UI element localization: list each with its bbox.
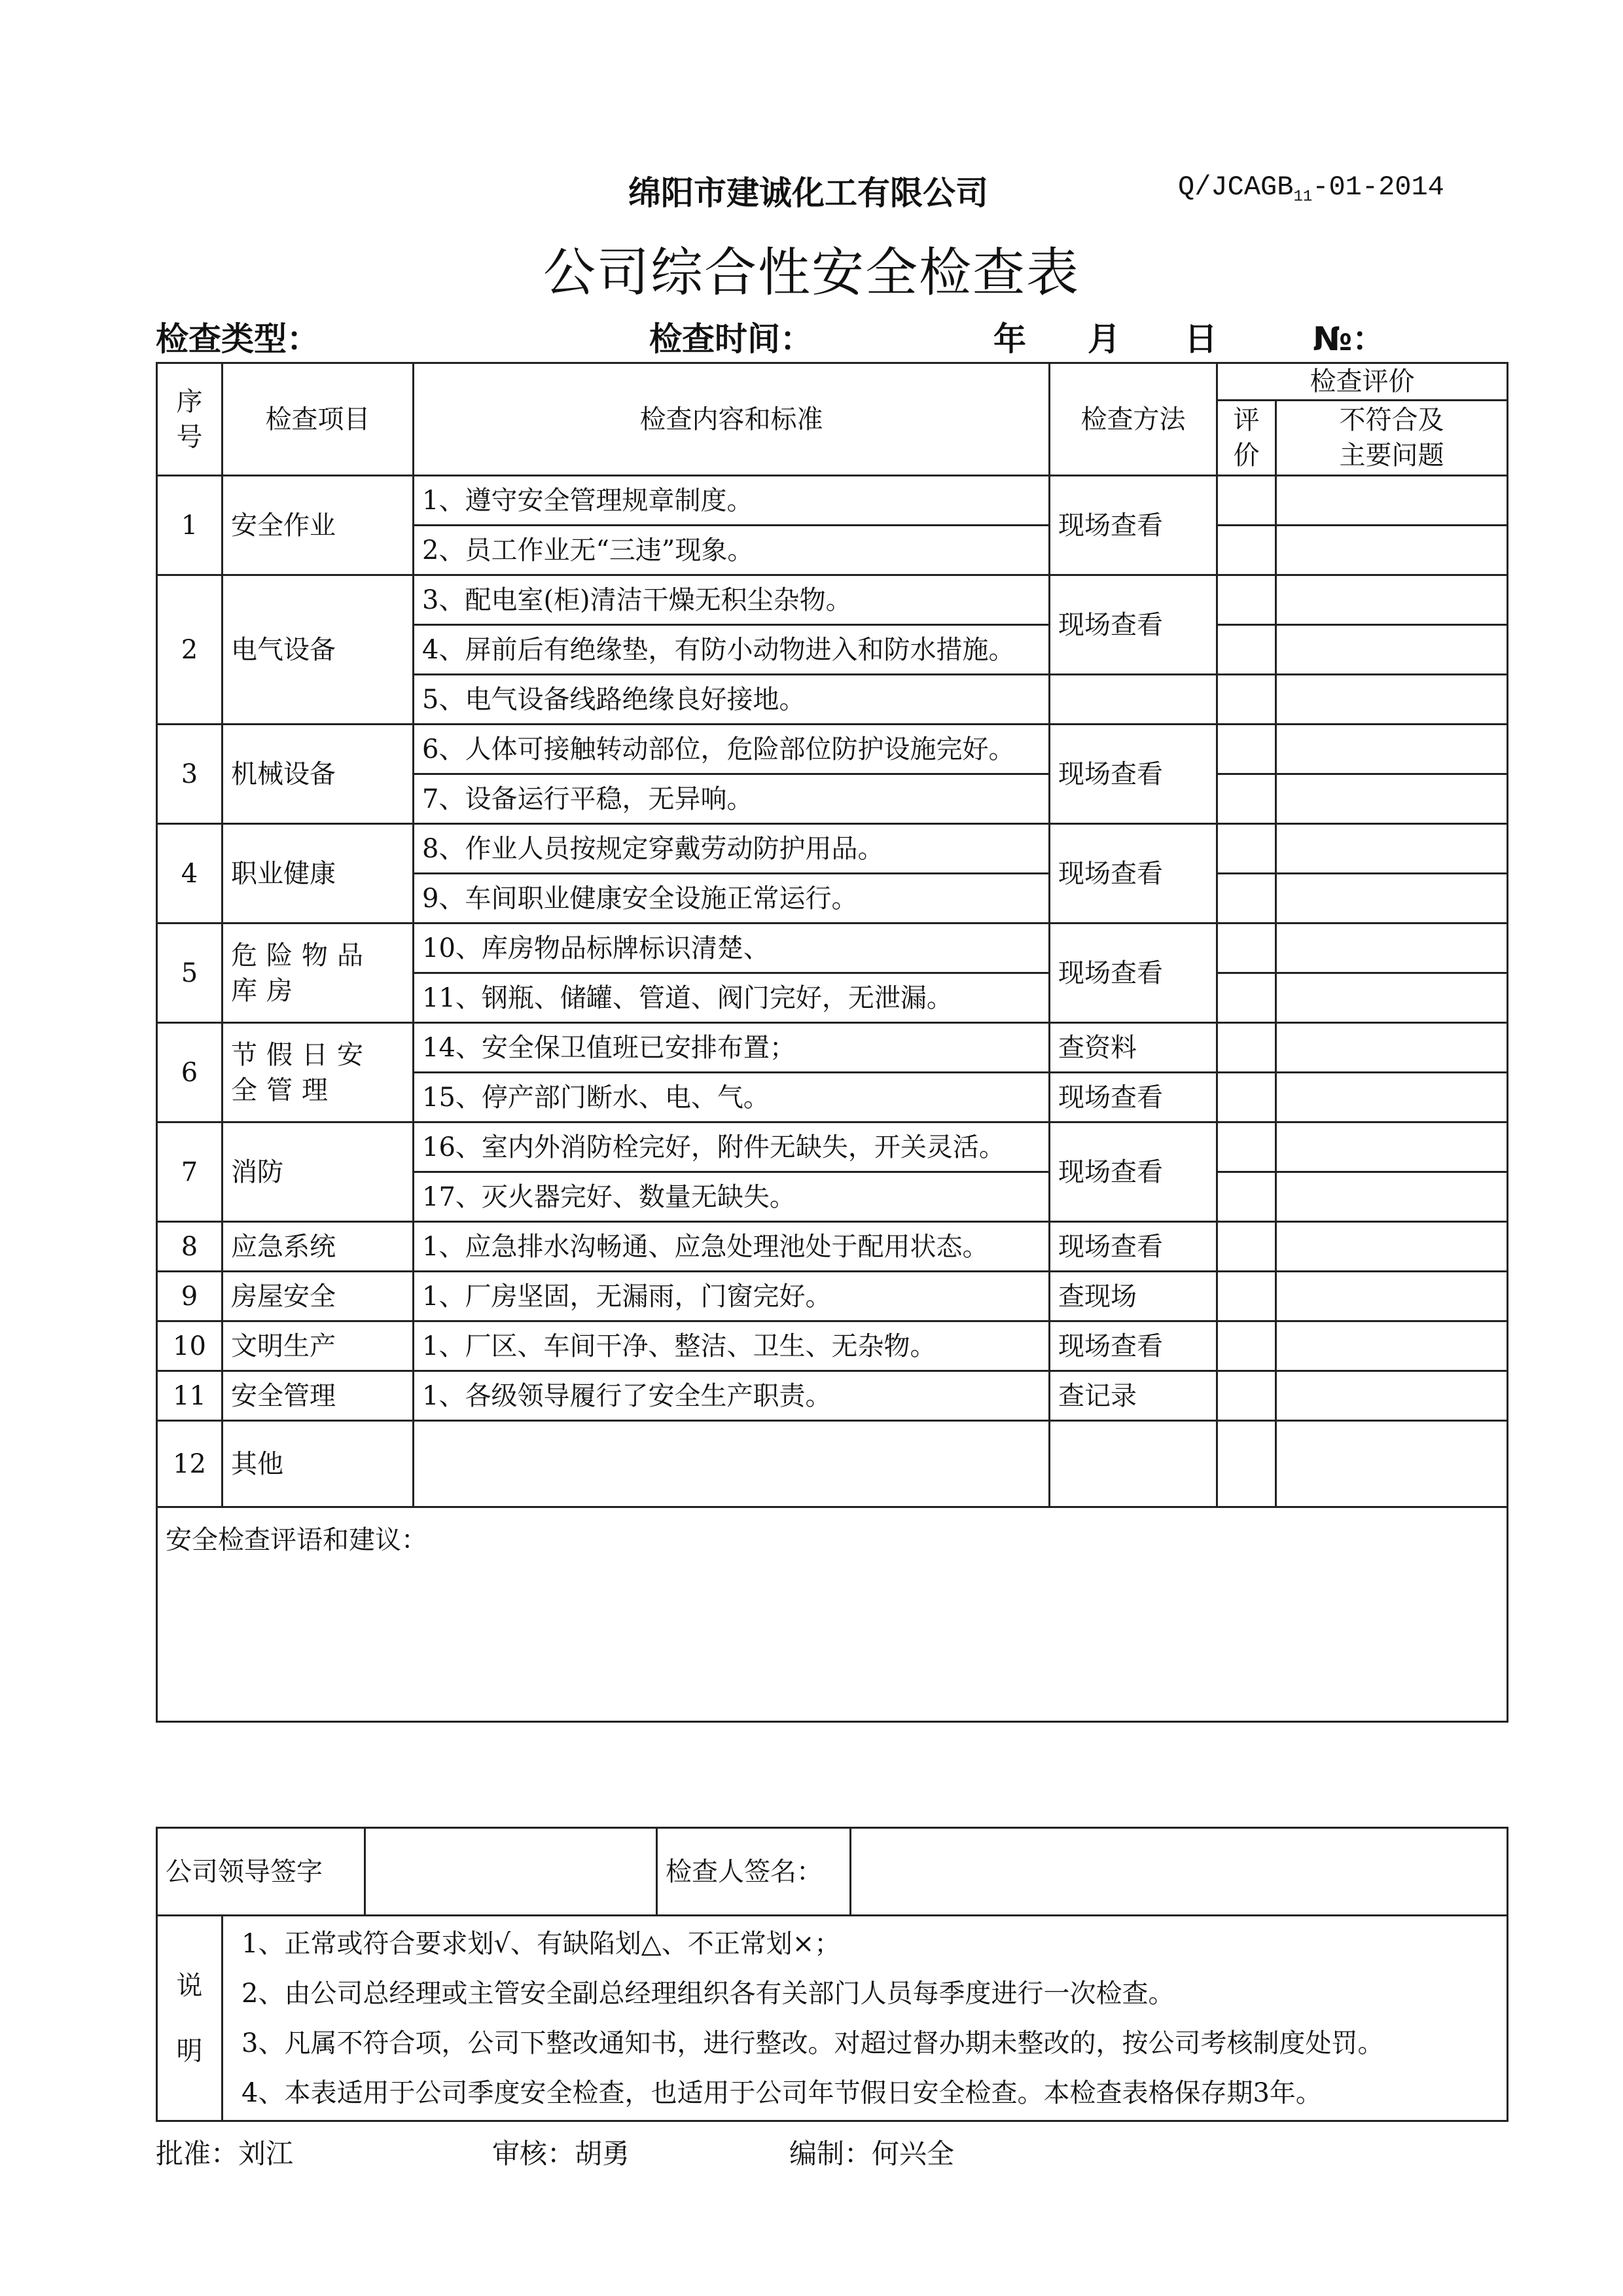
content-cell: 1、应急排水沟畅通、应急处理池处于配用状态。 <box>414 1222 1050 1272</box>
leader-sign-label: 公司领导签字 <box>157 1828 365 1916</box>
item-cell: 消防 <box>223 1122 414 1222</box>
item-cell: 安全作业 <box>223 476 414 575</box>
eval-score-cell[interactable] <box>1217 476 1276 526</box>
item-cell: 其他 <box>223 1421 414 1507</box>
year-label: 年 <box>993 320 1026 358</box>
eval-score-cell[interactable] <box>1217 1222 1276 1272</box>
table-row <box>157 824 1508 874</box>
item-cell: 应急系统 <box>223 1222 414 1272</box>
eval-score-cell[interactable] <box>1217 526 1276 575</box>
seq-cell: 1 <box>157 476 223 575</box>
method-cell[interactable] <box>1050 1421 1217 1507</box>
inspector-sign-label: 检查人签名： <box>657 1828 851 1916</box>
seq-cell: 5 <box>157 924 223 1023</box>
eval-issue-cell[interactable] <box>1276 774 1508 824</box>
method-cell: 现场查看 <box>1050 575 1217 675</box>
eval-issue-cell[interactable] <box>1276 1371 1508 1421</box>
sign-notes-table <box>156 1827 1508 2122</box>
eval-score-cell[interactable] <box>1217 725 1276 774</box>
content-cell: 16、室内外消防栓完好，附件无缺失，开关灵活。 <box>414 1122 1050 1172</box>
eval-score-cell[interactable] <box>1217 575 1276 625</box>
comments-field[interactable] <box>157 1507 1508 1722</box>
compiler: 编制：何兴全 <box>789 2138 955 2170</box>
notes-label: 说 明 <box>157 1916 223 2121</box>
page-title: 公司综合性安全检查表 <box>543 242 1080 303</box>
seq-cell: 8 <box>157 1222 223 1272</box>
method-cell: 查记录 <box>1050 1371 1217 1421</box>
eval-issue-cell[interactable] <box>1276 1172 1508 1222</box>
eval-issue-cell[interactable] <box>1276 675 1508 725</box>
eval-score-cell[interactable] <box>1217 1073 1276 1122</box>
number-label: №： <box>1313 320 1385 358</box>
eval-issue-cell[interactable] <box>1276 973 1508 1023</box>
table-row <box>157 1421 1508 1507</box>
seq-cell: 3 <box>157 725 223 824</box>
seq-cell: 12 <box>157 1421 223 1507</box>
note-item: 4、本表适用于公司季度安全检查，也适用于公司年节假日安全检查。本检查表格保存期3年。 <box>241 2077 1322 2108</box>
content-cell: 10、库房物品标牌标识清楚、 <box>414 924 1050 973</box>
content-cell: 1、遵守安全管理规章制度。 <box>414 476 1050 526</box>
inspection-table <box>156 362 1508 1723</box>
table-row <box>157 1272 1508 1321</box>
note-item: 3、凡属不符合项，公司下整改通知书，进行整改。对超过督办期未整改的，按公司考核制度处罚。 <box>241 2028 1384 2058</box>
method-cell: 现场查看 <box>1050 824 1217 924</box>
content-cell: 6、人体可接触转动部位，危险部位防护设施完好。 <box>414 725 1050 774</box>
content-cell: 5、电气设备线路绝缘良好接地。 <box>414 675 1050 725</box>
item-cell: 机械设备 <box>223 725 414 824</box>
content-cell: 1、厂区、车间干净、整洁、卫生、无杂物。 <box>414 1321 1050 1371</box>
note-item: 2、由公司总经理或主管安全副总经理组织各有关部门人员每季度进行一次检查。 <box>241 1978 1175 2009</box>
content-cell: 14、安全保卫值班已安排布置； <box>414 1023 1050 1073</box>
method-cell: 现场查看 <box>1050 476 1217 575</box>
method-cell: 现场查看 <box>1050 924 1217 1023</box>
eval-issue-cell[interactable] <box>1276 725 1508 774</box>
notes-row <box>157 1916 1508 2121</box>
method-cell: 现场查看 <box>1050 1222 1217 1272</box>
table-row <box>157 575 1508 625</box>
table-row <box>157 1023 1508 1073</box>
eval-issue-cell[interactable] <box>1276 1122 1508 1172</box>
content-cell: 9、车间职业健康安全设施正常运行。 <box>414 874 1050 924</box>
table-row <box>157 476 1508 526</box>
eval-score-cell[interactable] <box>1217 1023 1276 1073</box>
method-cell: 现场查看 <box>1050 725 1217 824</box>
eval-score-cell[interactable] <box>1217 1172 1276 1222</box>
item-cell: 安全管理 <box>223 1371 414 1421</box>
eval-score-cell[interactable] <box>1217 924 1276 973</box>
code-prefix: Q/JCAGB <box>1178 171 1294 203</box>
header-item: 检查项目 <box>223 363 414 476</box>
note-item: 1、正常或符合要求划√、有缺陷划△、不正常划×； <box>241 1928 841 1959</box>
header-eval-issue: 不符合及 主要问题 <box>1276 401 1508 476</box>
code-sub: 11 <box>1293 188 1313 206</box>
eval-issue-cell[interactable] <box>1276 1073 1508 1122</box>
content-cell: 7、设备运行平稳，无异响。 <box>414 774 1050 824</box>
check-type-label: 检查类型： <box>156 320 319 358</box>
content-cell: 1、各级领导履行了安全生产职责。 <box>414 1371 1050 1421</box>
seq-cell: 2 <box>157 575 223 725</box>
eval-issue-cell[interactable] <box>1276 526 1508 575</box>
eval-score-cell[interactable] <box>1217 973 1276 1023</box>
method-cell: 查现场 <box>1050 1272 1217 1321</box>
eval-score-cell[interactable] <box>1217 1122 1276 1172</box>
seq-cell: 9 <box>157 1272 223 1321</box>
table-row <box>157 1371 1508 1421</box>
code-suffix: -01-2014 <box>1312 171 1444 203</box>
eval-issue-cell[interactable] <box>1276 1321 1508 1371</box>
eval-score-cell[interactable] <box>1217 1371 1276 1421</box>
approver: 批准：刘江 <box>156 2138 294 2170</box>
eval-score-cell[interactable] <box>1217 874 1276 924</box>
eval-issue-cell[interactable] <box>1276 625 1508 675</box>
month-label: 月 <box>1088 320 1120 358</box>
header-seq: 序号 <box>157 363 223 476</box>
content-cell: 1、厂房坚固，无漏雨，门窗完好。 <box>414 1272 1050 1321</box>
eval-score-cell[interactable] <box>1217 1421 1276 1507</box>
table-row <box>157 1222 1508 1272</box>
table-row <box>157 924 1508 973</box>
eval-score-cell[interactable] <box>1217 824 1276 874</box>
item-cell: 职业健康 <box>223 824 414 924</box>
item-cell: 文明生产 <box>223 1321 414 1371</box>
eval-issue-cell[interactable] <box>1276 476 1508 526</box>
method-cell: 查资料 <box>1050 1023 1217 1073</box>
eval-score-cell[interactable] <box>1217 1272 1276 1321</box>
eval-issue-cell[interactable] <box>1276 1222 1508 1272</box>
eval-issue-cell[interactable] <box>1276 1272 1508 1321</box>
table-row <box>157 725 1508 774</box>
eval-score-cell[interactable] <box>1217 625 1276 675</box>
item-cell: 危险物品库房 <box>223 924 414 1023</box>
content-cell: 8、作业人员按规定穿戴劳动防护用品。 <box>414 824 1050 874</box>
document-code <box>1178 171 1444 206</box>
header-content: 检查内容和标准 <box>414 363 1050 476</box>
content-cell: 4、屏前后有绝缘垫，有防小动物进入和防水措施。 <box>414 625 1050 675</box>
header-eval-score: 评价 <box>1217 401 1276 476</box>
header-eval: 检查评价 <box>1217 363 1508 401</box>
inspector-sign-field[interactable] <box>851 1828 1508 1916</box>
table-row <box>157 1122 1508 1172</box>
item-cell: 电气设备 <box>223 575 414 725</box>
method-cell-empty <box>1050 675 1217 725</box>
content-cell: 15、停产部门断水、电、气。 <box>414 1073 1050 1122</box>
eval-issue-cell[interactable] <box>1276 575 1508 625</box>
eval-issue-cell[interactable] <box>1276 1023 1508 1073</box>
content-cell[interactable] <box>414 1421 1050 1507</box>
eval-issue-cell[interactable] <box>1276 1421 1508 1507</box>
eval-score-cell[interactable] <box>1217 774 1276 824</box>
check-time-label: 检查时间： <box>649 320 813 358</box>
comments-label: 安全检查评语和建议： <box>166 1525 427 1555</box>
seq-cell: 4 <box>157 824 223 924</box>
table-row <box>157 1321 1508 1371</box>
eval-score-cell[interactable] <box>1217 1321 1276 1371</box>
content-cell: 2、员工作业无“三违”现象。 <box>414 526 1050 575</box>
notes-list <box>223 1916 1508 2121</box>
eval-issue-cell[interactable] <box>1276 924 1508 973</box>
seq-cell: 10 <box>157 1321 223 1371</box>
leader-sign-field[interactable] <box>365 1828 657 1916</box>
content-cell: 3、配电室(柜)清洁干燥无积尘杂物。 <box>414 575 1050 625</box>
header-method: 检查方法 <box>1050 363 1217 476</box>
comments-row <box>157 1507 1508 1722</box>
reviewer: 审核：胡勇 <box>492 2138 630 2170</box>
item-cell: 房屋安全 <box>223 1272 414 1321</box>
eval-score-cell[interactable] <box>1217 675 1276 725</box>
seq-cell: 11 <box>157 1371 223 1421</box>
item-cell: 节假日安全管理 <box>223 1023 414 1122</box>
seq-cell: 7 <box>157 1122 223 1222</box>
method-cell: 现场查看 <box>1050 1073 1217 1122</box>
eval-issue-cell[interactable] <box>1276 824 1508 874</box>
content-cell: 17、灭火器完好、数量无缺失。 <box>414 1172 1050 1222</box>
day-label: 日 <box>1185 320 1217 358</box>
method-cell: 现场查看 <box>1050 1321 1217 1371</box>
content-cell: 11、钢瓶、储罐、管道、阀门完好，无泄漏。 <box>414 973 1050 1023</box>
signature-row <box>157 1828 1508 1916</box>
method-cell: 现场查看 <box>1050 1122 1217 1222</box>
eval-issue-cell[interactable] <box>1276 874 1508 924</box>
seq-cell: 6 <box>157 1023 223 1122</box>
company-name: 绵阳市建诚化工有限公司 <box>628 174 988 212</box>
